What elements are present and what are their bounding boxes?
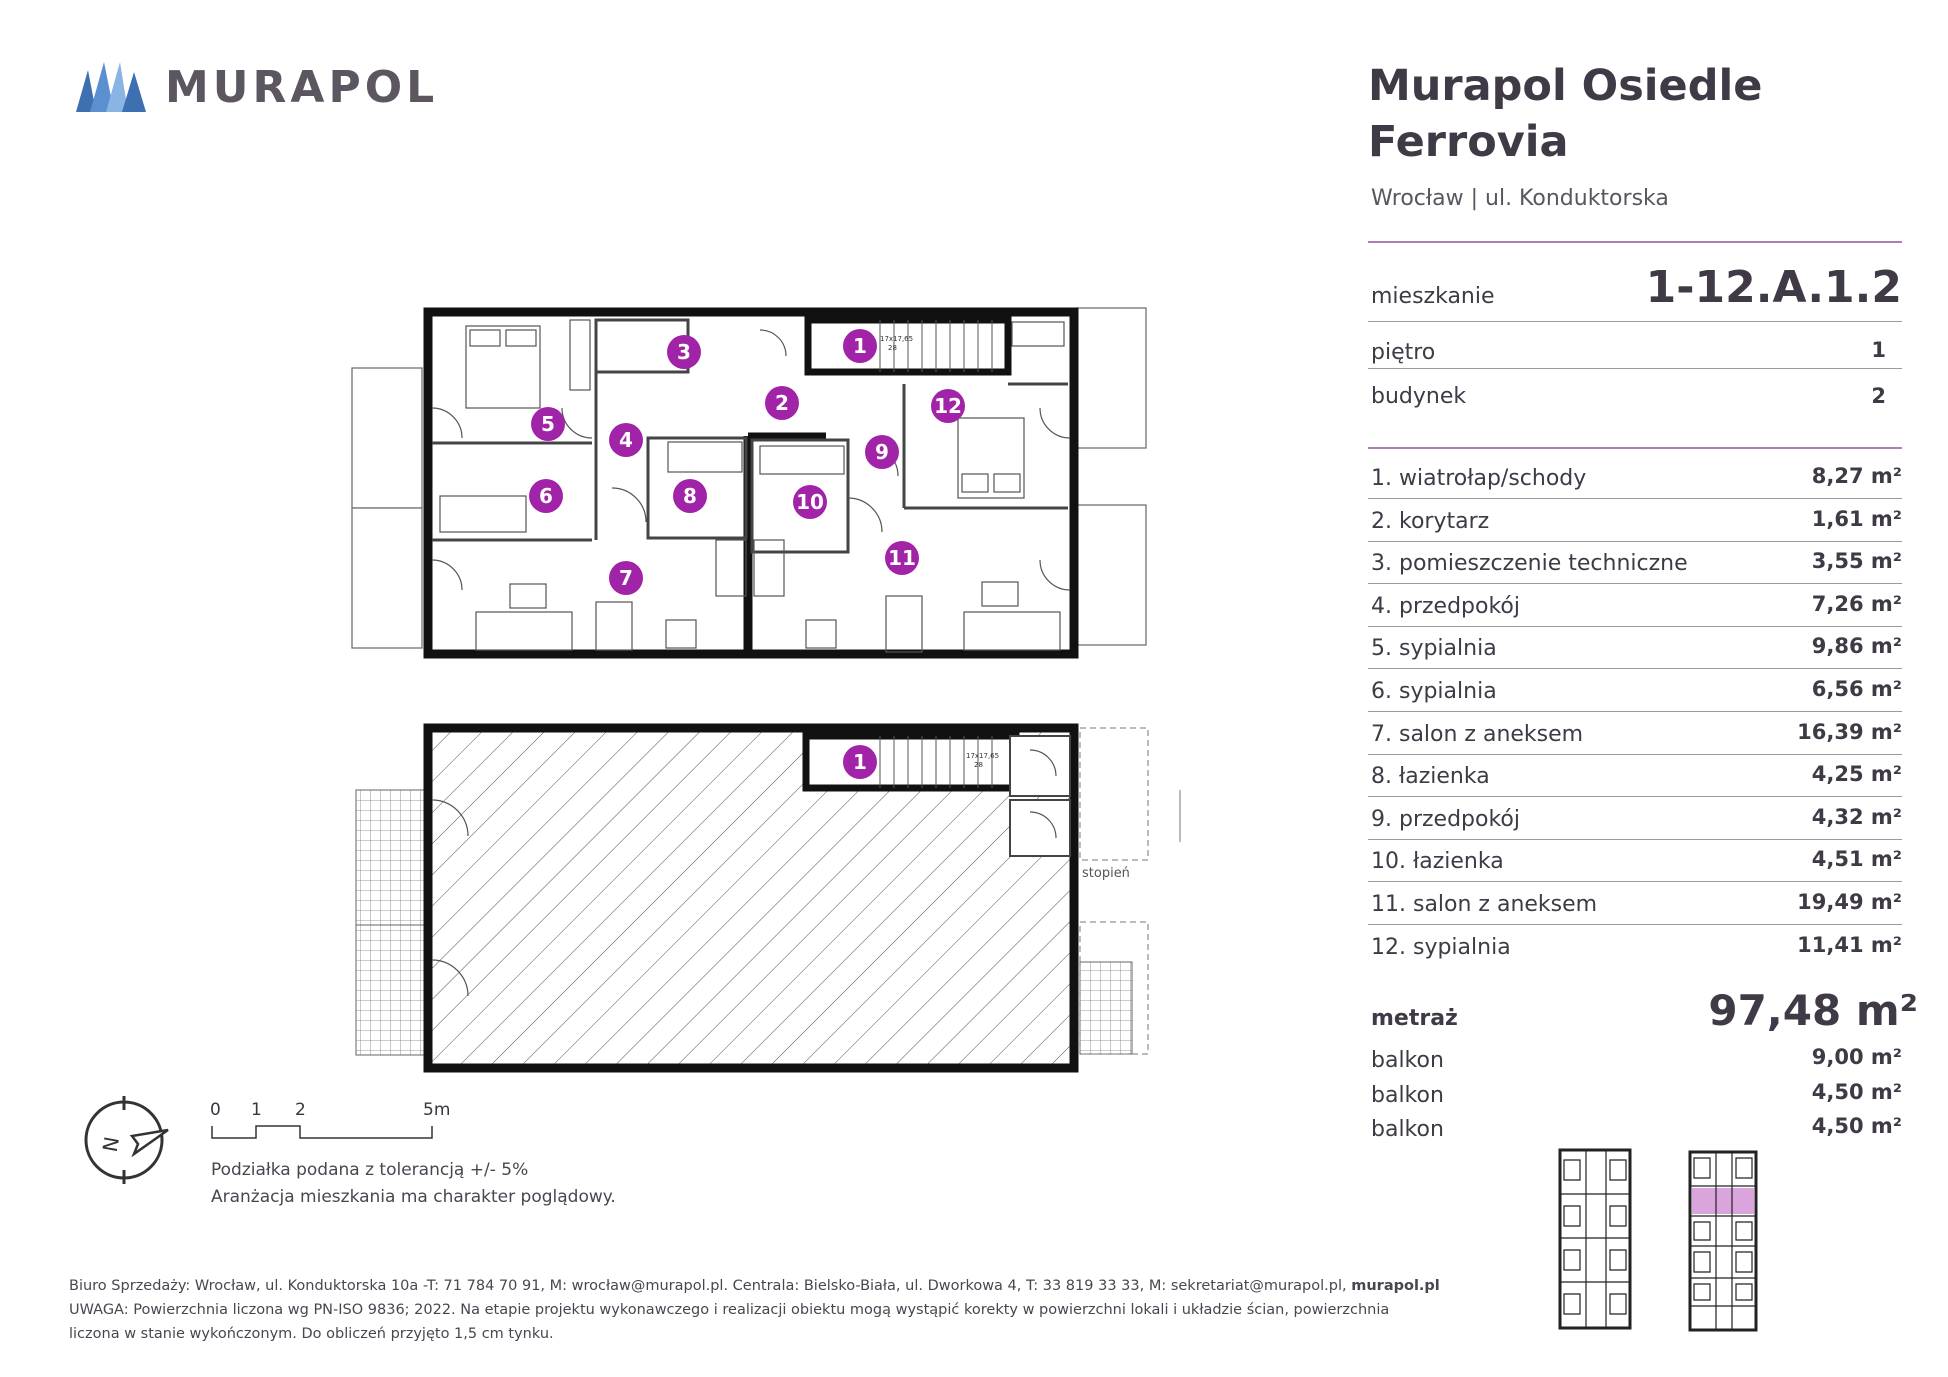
room-marker: 10: [793, 485, 827, 519]
room-label: 5. sypialnia: [1371, 636, 1497, 662]
lower-level-plan: [356, 728, 1180, 1068]
room-area: 4,32 m²: [1811, 804, 1902, 829]
room-marker: 7: [609, 561, 643, 595]
stair-count-lower: 28: [974, 761, 983, 769]
divider: [1368, 668, 1902, 669]
divider: [1368, 321, 1902, 322]
room-label: 8. łazienka: [1371, 764, 1490, 790]
floor-label: piętro: [1371, 340, 1436, 365]
room-area: 4,51 m²: [1811, 847, 1902, 872]
room-marker: 6: [529, 479, 563, 513]
building-key-plan-2: [1686, 1150, 1762, 1334]
balcony-label: balkon: [1371, 1048, 1444, 1073]
room-marker: 3: [667, 335, 701, 369]
room-area: 11,41 m²: [1797, 932, 1902, 957]
balcony-left-lower: [352, 508, 422, 648]
room-area: 16,39 m²: [1797, 719, 1902, 744]
building-key-plan-1: [1556, 1148, 1636, 1332]
room-label: 1. wiatrołap/schody: [1371, 466, 1587, 491]
project-title: [1368, 58, 1788, 170]
room-marker: 11: [885, 541, 919, 575]
room-area: 7,26 m²: [1811, 591, 1902, 616]
room-label: 12. sypialnia: [1371, 934, 1511, 960]
scale-bar: [210, 1122, 440, 1142]
stair-dimension-lower: 17x17,65: [966, 752, 1000, 760]
scale-tick-2: 2: [295, 1100, 306, 1120]
room-label: 10. łazienka: [1371, 849, 1504, 875]
divider: [1368, 368, 1902, 369]
project-title-line1: Murapol Osiedle: [1368, 61, 1763, 111]
room-marker: 1: [843, 329, 877, 363]
balcony-label: balkon: [1371, 1117, 1444, 1142]
room-area: 4,25 m²: [1811, 762, 1902, 787]
upper-level-plan: [352, 308, 1146, 654]
footer-website-link[interactable]: murapol.pl: [1351, 1278, 1440, 1294]
divider: [1368, 839, 1902, 840]
logo-mark-icon: [76, 62, 146, 112]
divider: [1368, 881, 1902, 882]
room-area: 3,55 m²: [1811, 549, 1902, 574]
project-title-line2: Ferrovia: [1368, 117, 1569, 167]
balcony-right-lower: [1076, 505, 1146, 645]
room-marker: 9: [865, 435, 899, 469]
stair-dimension-upper: 17x17,65: [880, 335, 914, 343]
scale-tick-5m: 5m: [423, 1100, 451, 1120]
balcony-area: 4,50 m²: [1811, 1114, 1902, 1138]
divider: [1368, 626, 1902, 627]
divider: [1368, 241, 1902, 243]
divider: [1368, 924, 1902, 925]
stair-count-upper: 28: [888, 344, 897, 352]
terrace-right: [1080, 962, 1132, 1054]
building-value: 2: [1871, 384, 1886, 408]
room-marker: 4: [609, 423, 643, 457]
room-marker: 12: [931, 389, 965, 423]
project-address: Wrocław | ul. Konduktorska: [1371, 186, 1669, 211]
footer-contact-text: Biuro Sprzedaży: Wrocław, ul. Konduktorska 10a -T: 71 784 70 91, M: wrocław@murapol.pl. Centrala: Bielsko-Biała, ul. Dworkowa 4, T: 33 819 33 33, M: sekretariat@murapol.pl,: [69, 1278, 1347, 1294]
total-area-label: metraż: [1371, 1006, 1458, 1031]
room-label: 3. pomieszczenie techniczne: [1371, 551, 1688, 577]
divider: [1368, 541, 1902, 542]
floor-value: 1: [1871, 338, 1886, 362]
room-label: 4. przedpokój: [1371, 593, 1520, 619]
compass-icon: [78, 1092, 174, 1188]
room-area: 8,27 m²: [1811, 464, 1902, 488]
footer-warning: UWAGA: Powierzchnia liczona wg PN-ISO 9836; 2022. Na etapie projektu wykonawczego i realizacji obiektu mogą wystąpić korekty w powierzchni lokali i układzie ścian, powierzchnia: [69, 1302, 1390, 1318]
room-label: 11. salon z aneksem: [1371, 892, 1598, 917]
balcony-left-upper: [352, 368, 422, 508]
divider: [1368, 583, 1902, 584]
footer-contact: [69, 1278, 1440, 1294]
divider: [1368, 498, 1902, 499]
scale-tick-1: 1: [251, 1100, 262, 1120]
balcony-area: 4,50 m²: [1811, 1079, 1902, 1104]
room-marker: 5: [531, 407, 565, 441]
room-area: 1,61 m²: [1811, 506, 1902, 531]
balcony-right-upper: [1076, 308, 1146, 448]
step-label: stopień: [1082, 866, 1130, 881]
room-label: 6. sypialnia: [1371, 679, 1497, 704]
room-area: 9,86 m²: [1811, 634, 1902, 659]
scale-tick-0: 0: [210, 1100, 221, 1120]
terrace-left-upper: [356, 790, 426, 925]
balcony-label: balkon: [1371, 1082, 1444, 1108]
room-label: 2. korytarz: [1371, 508, 1490, 534]
total-area-value: 97,48 m²: [1708, 986, 1918, 1035]
building-label: budynek: [1371, 384, 1467, 409]
room-marker-lower: 1: [843, 745, 877, 779]
divider: [1368, 711, 1902, 712]
footer-warning-cont: liczona w stanie wykończonym. Do obliczeń przyjęto 1,5 cm tynku.: [69, 1326, 554, 1342]
room-label: 7. salon z aneksem: [1371, 721, 1584, 747]
highlighted-apartment: [1692, 1188, 1754, 1214]
murapol-logo: [76, 62, 146, 112]
divider: [1368, 796, 1902, 797]
room-label: 9. przedpokój: [1371, 806, 1520, 832]
balcony-area: 9,00 m²: [1811, 1045, 1902, 1069]
stairs-lower: [806, 736, 1016, 788]
divider: [1368, 447, 1902, 449]
arrangement-note: Aranżacja mieszkania ma charakter poglądowy.: [211, 1187, 616, 1207]
apartment-label: mieszkanie: [1371, 284, 1495, 309]
apartment-number: 1-12.A.1.2: [1645, 262, 1902, 313]
terrace-left-lower: [356, 925, 426, 1055]
svg-text:N: N: [97, 1134, 125, 1154]
tolerance-note: Podziałka podana z tolerancją +/- 5%: [211, 1160, 529, 1180]
room-marker: 8: [673, 479, 707, 513]
divider: [1368, 754, 1902, 755]
brand-name: MURAPOL: [165, 62, 439, 113]
room-area: 6,56 m²: [1811, 677, 1902, 701]
room-marker: 2: [765, 386, 799, 420]
room-area: 19,49 m²: [1797, 890, 1902, 914]
